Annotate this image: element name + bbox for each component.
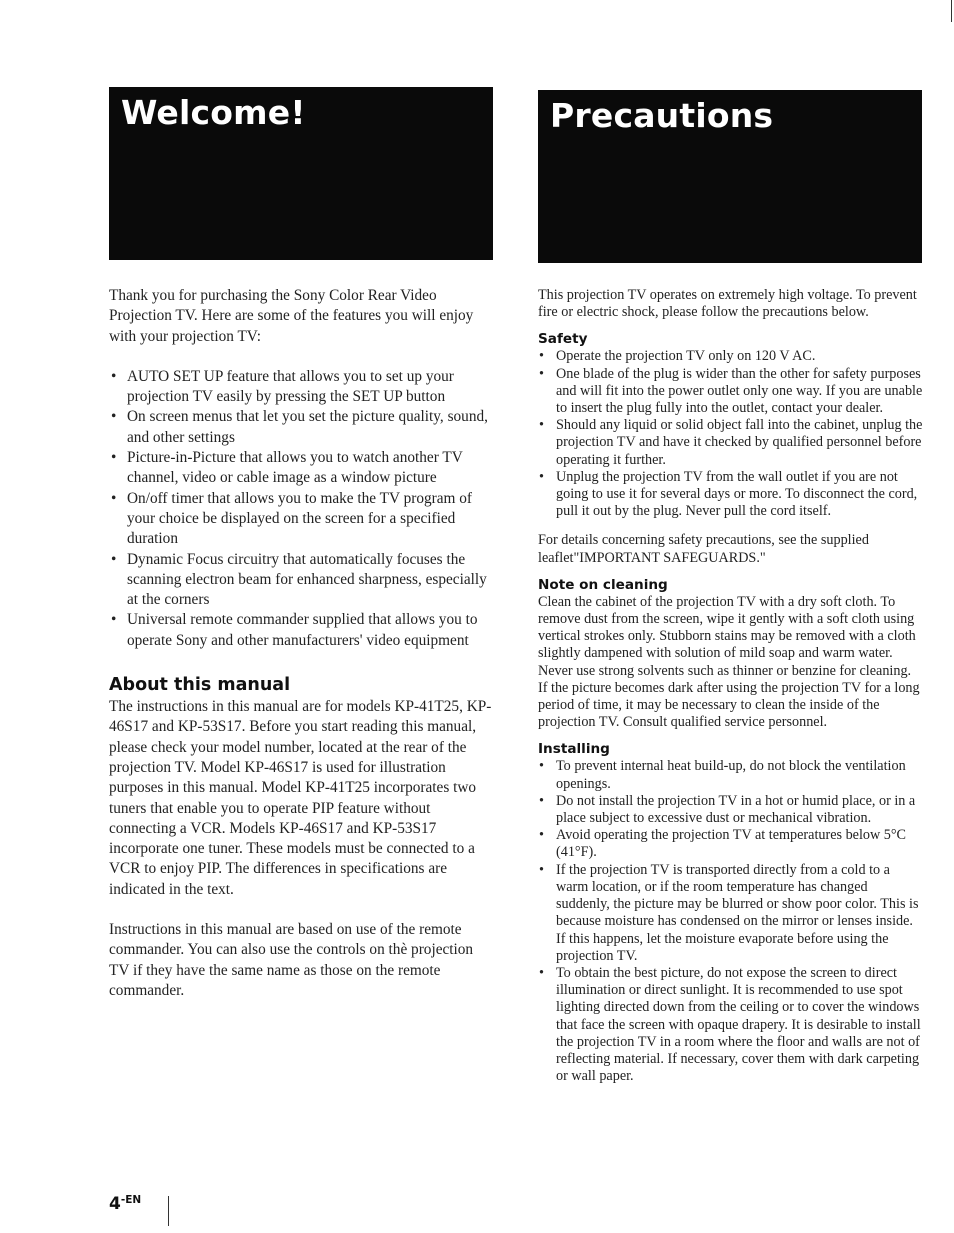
welcome-section xyxy=(109,286,494,1001)
welcome-banner xyxy=(109,87,493,260)
installing-item: • If the projection TV is transported directly from a cold to a warm location, or if the room temperature has changed suddenly, the picture may be blurred or show poor color. This is because moisture has condensed on the mirror or lenses inside. If this happens, let the moisture evaporate before using the projection TV. xyxy=(538,862,924,965)
installing-item: • Do not install the projection TV in a hot or humid place, or in a place subject to excessive dust or mechanical vibration. xyxy=(538,793,924,827)
feature-item: • AUTO SET UP feature that allows you to set up your projection TV easily by pressing the SET UP button xyxy=(109,367,494,408)
installing-item: • To obtain the best picture, do not expose the screen to direct illumination or direct sunlight. It is recommended to use spot lighting directed down from the ceiling or to cover the windows that face the screen with opaque drapery. It is desirable to install the projection TV in a room where the floor and walls are not of reflecting material. If necessary, cover them with dark carpeting or wall paper. xyxy=(538,965,924,1085)
safety-item: • One blade of the plug is wider than the other for safety purposes and will fit into the power outlet only one way. If you are unable to insert the plug fully into the outlet, contact your dealer. xyxy=(538,366,924,418)
safety-list xyxy=(538,348,924,520)
safety-heading: Safety xyxy=(538,331,588,348)
installing-item: • Avoid operating the projection TV at temperatures below 5°C (41°F). xyxy=(538,827,924,861)
remote-commander-text: Instructions in this manual are based on use of the remote commander. You can also use the controls on thè projection TV if they have the same name as those on the remote commander. xyxy=(109,921,474,999)
cleaning-text-inside: If the picture becomes dark after using the projection TV for a long period of time, it may be necessary to clean the inside of the projection TV. Consult qualified service personnel. xyxy=(538,679,920,731)
precautions-title: Precautions xyxy=(550,96,774,135)
page-number-value: 4 xyxy=(109,1194,121,1214)
page-footer-rule xyxy=(168,1196,169,1226)
safety-item: • Operate the projection TV only on 120 V AC. xyxy=(538,348,924,365)
cleaning-text: Clean the cabinet of the projection TV with a dry soft cloth. To remove dust from the screen, wipe it gently with a soft cloth using vertical strokes only. Stubborn stains may be removed with a cloth slightly dampened with solution of mild soap and warm water. Never use strong solvents such as thinner or benzine for cleaning. xyxy=(538,593,916,679)
about-manual-text: The instructions in this manual are for models KP-41T25, KP-46S17 and KP-53S17. Before you start reading this manual, please check your model number, located at the rear of the projection TV. Model KP-46S17 is used for illustration purposes in this manual. Model KP-41T25 incorporates two tuners that enable you to operate PIP feature without connecting a VCR. Models KP-46S17 and KP-53S17 incorporate one tuner. These models must be connected to a VCR to enjoy PIP. The differences in specifications are indicated in the text. xyxy=(109,698,492,898)
feature-item: • Universal remote commander supplied that allows you to operate Sony and other manufacturers' video equipment xyxy=(109,610,494,651)
feature-item: • On screen menus that let you set the picture quality, sound, and other settings xyxy=(109,407,494,448)
about-manual-heading: About this manual xyxy=(109,675,291,696)
safety-item: • Should any liquid or solid object fall into the cabinet, unplug the projection TV and have it checked by qualified personnel before operating it further. xyxy=(538,417,924,469)
safety-item: • Unplug the projection TV from the wall outlet if you are not going to use it for several days or more. To disconnect the cord, pull it out by the plug. Never pull the cord itself. xyxy=(538,469,924,521)
feature-item: • Picture-in-Picture that allows you to watch another TV channel, video or cable image as a window picture xyxy=(109,448,494,489)
safeguards-note: For details concerning safety precautions, see the supplied leaflet"IMPORTANT SAFEGUARDS." xyxy=(538,532,869,566)
welcome-title: Welcome! xyxy=(121,93,306,132)
feature-item: • Dynamic Focus circuitry that automatically focuses the scanning electron beam for enhanced sharpness, especially at the corners xyxy=(109,550,494,611)
page-number-suffix: -EN xyxy=(120,1194,142,1206)
cleaning-heading: Note on cleaning xyxy=(538,576,668,593)
page-number xyxy=(109,1194,141,1214)
welcome-intro: Thank you for purchasing the Sony Color Rear Video Projection TV. Here are some of the features you will enjoy with your projection TV: xyxy=(109,287,474,345)
precautions-banner xyxy=(538,90,922,263)
page-edge-mark xyxy=(951,0,952,22)
feature-item: • On/off timer that allows you to make the TV program of your choice be displayed on the screen for a specified duration xyxy=(109,489,494,550)
precautions-intro: This projection TV operates on extremely high voltage. To prevent fire or electric shock, please follow the precautions below. xyxy=(538,287,917,321)
installing-item: • To prevent internal heat build-up, do not block the ventilation openings. xyxy=(538,758,924,792)
precautions-section xyxy=(538,287,924,1085)
installing-heading: Installing xyxy=(538,741,610,758)
installing-list xyxy=(538,758,924,1085)
feature-list xyxy=(109,367,494,651)
